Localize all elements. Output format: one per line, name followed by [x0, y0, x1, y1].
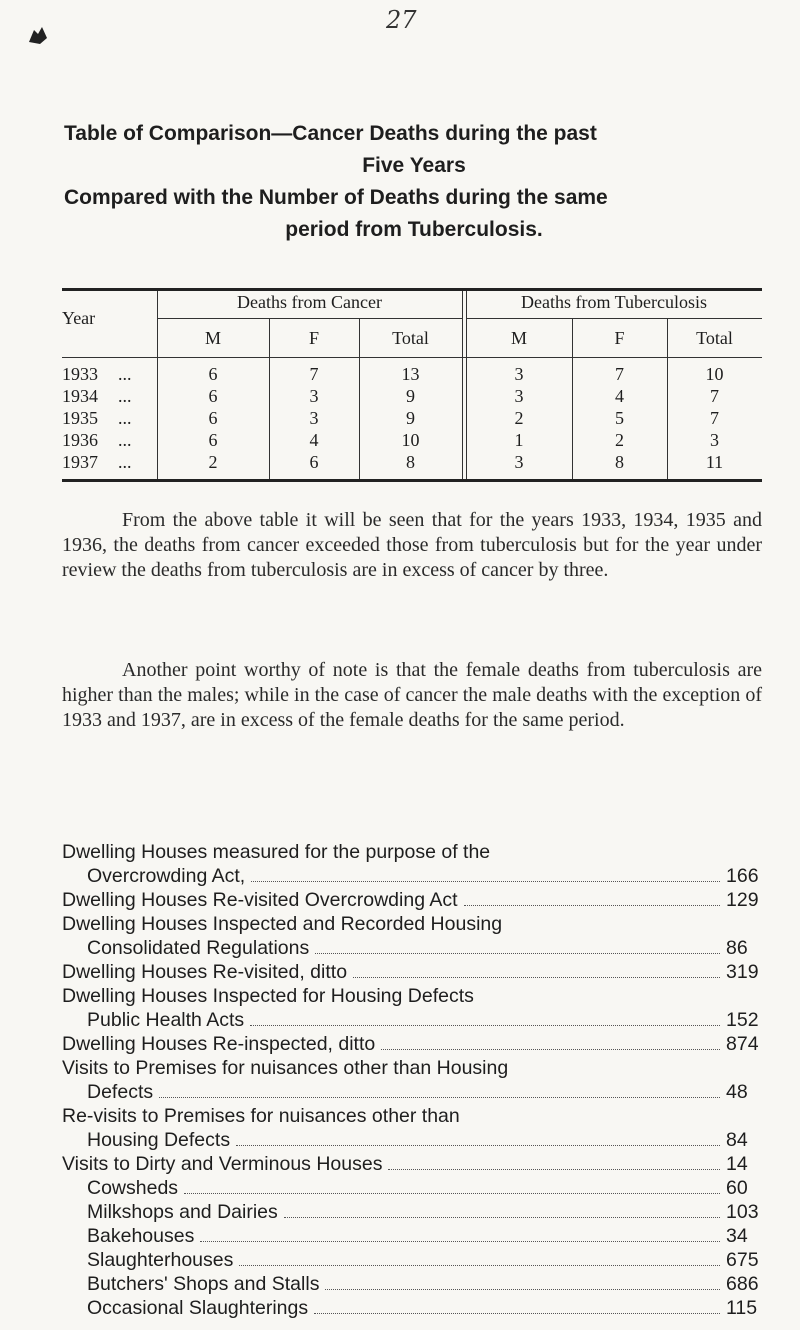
tb-group-header: Deaths from Tuberculosis: [521, 292, 707, 312]
stat-item: [62, 984, 766, 1032]
stat-item: [62, 1032, 766, 1056]
stat-label: Consolidated Regulations: [87, 937, 310, 959]
table-row-year: [62, 364, 157, 385]
table-cell-ct: 9: [406, 408, 415, 428]
stat-value: 319: [726, 961, 759, 983]
stat-value: 14: [726, 1153, 748, 1175]
table-cell-tm: 3: [514, 452, 524, 472]
stat-item: [62, 1272, 766, 1296]
stat-value: 84: [726, 1129, 748, 1151]
table-row-year: [62, 452, 157, 473]
stat-label: Cowsheds: [87, 1177, 179, 1199]
table-cell-tt: 3: [710, 430, 719, 450]
stat-label: Overcrowding Act,: [87, 865, 246, 887]
table-cell-tm: 3: [514, 364, 524, 384]
paragraph-1-text: From the above table it will be seen that for the years 1933, 1934, 1935 and 1936, the deaths from cancer exceeded those from tuberculosis but for the year under review the deaths from tuberculosis are in excess of cancer by three.: [62, 509, 762, 581]
table-cell-cm: 6: [208, 386, 218, 406]
table-row-year: [62, 408, 157, 429]
title-line-1: Table of Comparison—Cancer Deaths during the past: [64, 122, 597, 145]
table-top-rule: [62, 288, 762, 291]
stat-item: [62, 1056, 766, 1104]
stat-label: Defects: [87, 1081, 154, 1103]
stat-label-line-1: Re-visits to Premises for nuisances other than: [62, 1105, 460, 1127]
year-header: Year: [62, 308, 96, 328]
leader-dots: [184, 1193, 720, 1194]
table-cell-ct: 10: [401, 430, 420, 450]
table-cell-cm: 6: [208, 364, 218, 384]
leader-dots: [236, 1145, 720, 1146]
leader-dots: [251, 881, 720, 882]
leader-dots: [464, 905, 720, 906]
table-cell-tt: 7: [710, 386, 719, 406]
cancer-group-header: Deaths from Cancer: [237, 292, 382, 312]
table-cell-tf: 5: [615, 408, 624, 428]
stat-value: 686: [726, 1273, 759, 1295]
table-cell-cf: 6: [309, 452, 319, 472]
leader-dots: [381, 1049, 720, 1050]
title-line-3: Compared with the Number of Deaths during the same: [64, 186, 608, 209]
stat-item: [62, 1248, 766, 1272]
stat-label: Housing Defects: [87, 1129, 231, 1151]
leader-dots: [388, 1169, 720, 1170]
tb-total-header: Total: [696, 328, 733, 348]
year-leader-dots: ...: [118, 408, 132, 428]
table-cell-cf: 4: [309, 430, 319, 450]
table-cell-tm: 3: [514, 386, 524, 406]
stat-item: [62, 1152, 766, 1176]
year-value: 1937: [62, 452, 98, 472]
stat-item: [62, 1104, 766, 1152]
stat-label: Dwelling Houses Re-visited Overcrowding Act: [62, 889, 458, 911]
year-value: 1933: [62, 364, 98, 384]
page-number: 27: [386, 6, 417, 34]
stat-label-line-1: Visits to Premises for nuisances other than Housing: [62, 1057, 509, 1079]
table-cell-ct: 9: [406, 386, 415, 406]
stat-item: [62, 888, 766, 912]
table-row-year: [62, 386, 157, 407]
table-cell-tm: 2: [514, 408, 524, 428]
year-leader-dots: ...: [118, 430, 132, 450]
crest-mark: [26, 24, 50, 46]
table-cell-tf: 2: [615, 430, 624, 450]
table-cell-ct: 8: [406, 452, 415, 472]
stat-label: Milkshops and Dairies: [87, 1201, 278, 1223]
title-line-2: Five Years: [362, 154, 466, 177]
leader-dots: [315, 953, 720, 954]
table-row-year: [62, 430, 157, 451]
stat-label: Butchers' Shops and Stalls: [87, 1273, 320, 1295]
stat-label-line-1: Dwelling Houses Inspected and Recorded Housing: [62, 913, 503, 935]
title-line-4: period from Tuberculosis.: [285, 218, 543, 241]
table-cell-cf: 3: [309, 408, 319, 428]
cancer-total-header: Total: [392, 328, 429, 348]
cancer-f-header: F: [308, 328, 319, 348]
stat-item: [62, 1224, 766, 1248]
table-cell-ct: 13: [401, 364, 420, 384]
stat-value: 60: [726, 1177, 748, 1199]
stat-label: Visits to Dirty and Verminous Houses: [62, 1153, 383, 1175]
table-cell-tf: 4: [615, 386, 624, 406]
tb-m-header: M: [510, 328, 527, 348]
table-cell-cm: 6: [208, 430, 218, 450]
stat-value: 34: [726, 1225, 748, 1247]
year-leader-dots: ...: [118, 452, 132, 472]
table-cell-tt: 11: [705, 452, 724, 472]
stat-value: 48: [726, 1081, 748, 1103]
stat-label: Public Health Acts: [87, 1009, 245, 1031]
cancer-m-header: M: [204, 328, 221, 348]
paragraph-2: [62, 658, 762, 733]
year-leader-dots: ...: [118, 364, 132, 384]
stat-value: 103: [726, 1201, 759, 1223]
inspection-stats-list: [62, 840, 766, 1320]
leader-dots: [200, 1241, 720, 1242]
stat-value: 166: [726, 865, 759, 887]
table-cell-tm: 1: [514, 430, 524, 450]
stat-value: 115: [726, 1297, 758, 1319]
stat-label: Occasional Slaughterings: [87, 1297, 309, 1319]
stat-item: [62, 960, 766, 984]
table-cell-tt: 10: [705, 364, 724, 384]
table-cell-cf: 7: [309, 364, 319, 384]
stat-value: 129: [726, 889, 759, 911]
stat-label-line-1: Dwelling Houses measured for the purpose of the: [62, 841, 491, 863]
leader-dots: [239, 1265, 720, 1266]
table-bottom-rule: [62, 479, 762, 482]
leader-dots: [325, 1289, 720, 1290]
table-cell-cf: 3: [309, 386, 319, 406]
stat-value: 675: [726, 1249, 759, 1271]
stat-value: 86: [726, 937, 748, 959]
stat-value: 874: [726, 1033, 759, 1055]
stat-label: Dwelling Houses Re-visited, ditto: [62, 961, 348, 983]
leader-dots: [284, 1217, 720, 1218]
year-value: 1934: [62, 386, 98, 406]
table-cell-cm: 2: [208, 452, 218, 472]
paragraph-2-text: Another point worthy of note is that the female deaths from tuberculosis are higher than the males; while in the case of cancer the male deaths with the exception of 1933 and 1937, are in excess of the female deaths for the same period.: [62, 659, 762, 731]
paragraph-1: [62, 508, 762, 583]
stat-item: [62, 912, 766, 960]
table-cell-tt: 7: [710, 408, 719, 428]
leader-dots: [159, 1097, 720, 1098]
leader-dots: [250, 1025, 720, 1026]
stat-item: [62, 840, 766, 888]
tb-f-header: F: [614, 328, 625, 348]
table-cell-tf: 7: [615, 364, 624, 384]
year-leader-dots: ...: [118, 386, 132, 406]
leader-dots: [314, 1313, 720, 1314]
stat-label: Dwelling Houses Re-inspected, ditto: [62, 1033, 376, 1055]
table-cell-cm: 6: [208, 408, 218, 428]
stat-label-line-1: Dwelling Houses Inspected for Housing Defects: [62, 985, 474, 1007]
stat-value: 152: [726, 1009, 759, 1031]
leader-dots: [353, 977, 720, 978]
year-value: 1935: [62, 408, 98, 428]
stat-item: [62, 1176, 766, 1200]
year-value: 1936: [62, 430, 98, 450]
stat-item: [62, 1200, 766, 1224]
stat-label: Slaughterhouses: [87, 1249, 234, 1271]
table-cell-tf: 8: [615, 452, 624, 472]
stat-label: Bakehouses: [87, 1225, 195, 1247]
stat-item: [62, 1296, 766, 1320]
page-title: [64, 118, 764, 246]
